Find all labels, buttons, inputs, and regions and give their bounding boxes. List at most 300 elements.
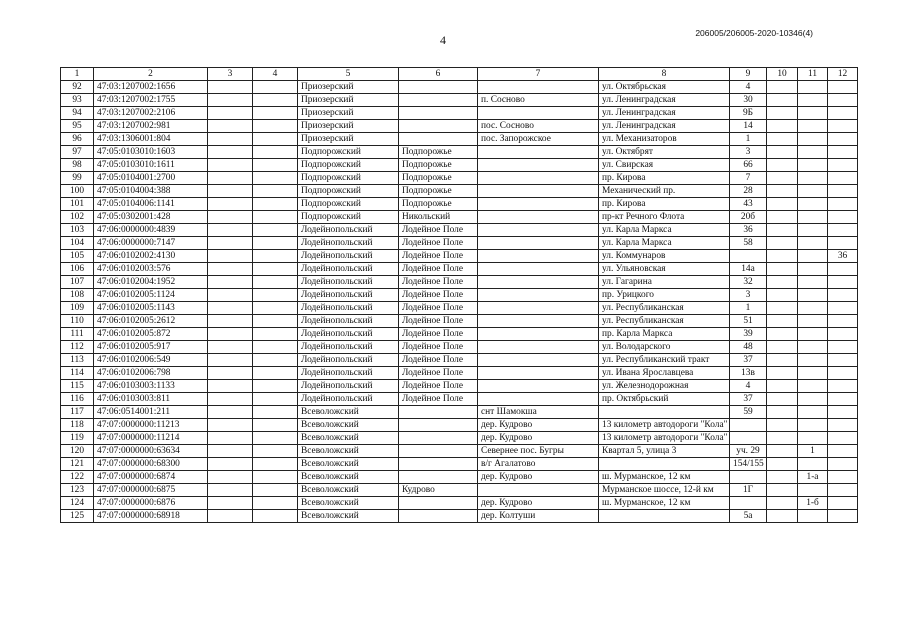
column-header-3: 3 (208, 68, 253, 81)
table-cell: ул. Володарского (599, 341, 730, 354)
document-id: 206005/206005-2020-10346(4) (695, 28, 813, 38)
table-cell (478, 276, 599, 289)
table-cell: 47:03:1306001:804 (94, 133, 208, 146)
table-cell: 47:06:0103003:811 (94, 393, 208, 406)
table-cell (828, 328, 858, 341)
table-row (61, 120, 858, 133)
table-cell: Лодейное Поле (399, 250, 478, 263)
table-cell (208, 81, 253, 94)
table-cell (767, 328, 798, 341)
table-cell: 114 (61, 367, 94, 380)
table-cell: ул. Республиканская (599, 315, 730, 328)
table-cell (478, 484, 599, 497)
table-cell (208, 120, 253, 133)
table-cell: 1-б (798, 497, 828, 510)
table-cell (253, 367, 298, 380)
table-cell (798, 120, 828, 133)
table-cell: 106 (61, 263, 94, 276)
table-cell (599, 406, 730, 419)
table-cell: 3 (730, 146, 767, 159)
table-row (61, 510, 858, 523)
table-cell: Подпорожский (298, 146, 399, 159)
table-cell: 117 (61, 406, 94, 419)
table-cell (828, 484, 858, 497)
column-header-12: 12 (828, 68, 858, 81)
table-cell: 47:05:0103010:1603 (94, 146, 208, 159)
table-cell (767, 445, 798, 458)
table-cell (599, 510, 730, 523)
table-cell (208, 367, 253, 380)
table-cell (767, 510, 798, 523)
table-cell (478, 328, 599, 341)
table-cell (253, 276, 298, 289)
table-cell: Лодейнопольский (298, 276, 399, 289)
table-cell: 120 (61, 445, 94, 458)
table-cell (798, 133, 828, 146)
table-cell: Лодейнопольский (298, 237, 399, 250)
table-cell: 101 (61, 198, 94, 211)
table-cell (798, 94, 828, 107)
table-cell: 47:05:0302001:428 (94, 211, 208, 224)
table-row (61, 211, 858, 224)
table-cell (478, 263, 599, 276)
table-cell (253, 484, 298, 497)
column-header-2: 2 (94, 68, 208, 81)
table-cell (798, 432, 828, 445)
table-cell (253, 393, 298, 406)
table-cell (828, 81, 858, 94)
table-cell: Лодейное Поле (399, 224, 478, 237)
table-cell (478, 81, 599, 94)
table-cell: 113 (61, 354, 94, 367)
table-cell: ш. Мурманское, 12 км (599, 497, 730, 510)
table-cell (767, 172, 798, 185)
table-cell (798, 406, 828, 419)
table-cell (798, 159, 828, 172)
table-cell: Лодейнопольский (298, 224, 399, 237)
table-cell (478, 367, 599, 380)
table-row (61, 237, 858, 250)
table-cell (208, 133, 253, 146)
table-cell: Подпорожский (298, 172, 399, 185)
table-cell: 47:06:0102006:549 (94, 354, 208, 367)
table-cell: 47:07:0000000:68300 (94, 458, 208, 471)
table-cell: ул. Октябрьская (599, 81, 730, 94)
table-cell: ул. Ленинградская (599, 107, 730, 120)
table-cell (730, 471, 767, 484)
table-cell (208, 198, 253, 211)
table-cell (253, 159, 298, 172)
table-cell (399, 94, 478, 107)
table-cell: Приозерский (298, 94, 399, 107)
table-cell (478, 380, 599, 393)
table-header-row (61, 68, 858, 81)
table-cell (253, 380, 298, 393)
table-cell: 47:06:0102003:576 (94, 263, 208, 276)
table-cell: 47:05:0104001:2700 (94, 172, 208, 185)
table-cell: 102 (61, 211, 94, 224)
table-cell (767, 250, 798, 263)
table-cell: Лодейное Поле (399, 289, 478, 302)
table-row (61, 471, 858, 484)
table-cell: 58 (730, 237, 767, 250)
table-cell: п. Сосново (478, 94, 599, 107)
table-cell: 1Г (730, 484, 767, 497)
table-cell (828, 315, 858, 328)
table-cell: дер. Кудрово (478, 432, 599, 445)
table-row (61, 276, 858, 289)
table-cell (208, 380, 253, 393)
table-cell: ул. Железнодорожная (599, 380, 730, 393)
table-cell (828, 185, 858, 198)
table-cell: Всеволожский (298, 497, 399, 510)
table-cell: Всеволожский (298, 458, 399, 471)
table-cell (478, 198, 599, 211)
table-cell: ул. Карла Маркса (599, 224, 730, 237)
table-cell: 13 километр автодороги "Кола" (599, 432, 730, 445)
table-cell (253, 510, 298, 523)
table-cell: 92 (61, 81, 94, 94)
registry-table (60, 67, 858, 523)
table-cell (253, 146, 298, 159)
table-cell: Кудрово (399, 484, 478, 497)
table-cell (798, 354, 828, 367)
table-cell (253, 289, 298, 302)
table-cell (399, 107, 478, 120)
table-cell: снт Шамокша (478, 406, 599, 419)
table-cell: 122 (61, 471, 94, 484)
table-cell (798, 393, 828, 406)
table-cell: Всеволожский (298, 445, 399, 458)
table-cell (253, 198, 298, 211)
table-cell (798, 250, 828, 263)
table-cell: 123 (61, 484, 94, 497)
table-cell (208, 445, 253, 458)
table-cell (828, 159, 858, 172)
table-cell (767, 458, 798, 471)
table-cell (767, 393, 798, 406)
table-cell (798, 289, 828, 302)
table-cell (399, 81, 478, 94)
table-cell: 47:06:0102002:4130 (94, 250, 208, 263)
table-cell (798, 419, 828, 432)
table-cell (399, 458, 478, 471)
table-row (61, 341, 858, 354)
table-cell (828, 263, 858, 276)
table-cell (399, 510, 478, 523)
table-cell (828, 107, 858, 120)
column-header-5: 5 (298, 68, 399, 81)
page-number: 4 (440, 33, 446, 47)
table-cell (208, 419, 253, 432)
table-row (61, 315, 858, 328)
table-cell (399, 445, 478, 458)
table-cell (253, 458, 298, 471)
table-cell: ул. Ленинградская (599, 120, 730, 133)
table-cell: ул. Ульяновская (599, 263, 730, 276)
table-cell: Лодейнопольский (298, 328, 399, 341)
table-cell: 32 (730, 276, 767, 289)
table-cell (478, 393, 599, 406)
table-cell: Всеволожский (298, 406, 399, 419)
table-cell: 103 (61, 224, 94, 237)
table-cell (828, 432, 858, 445)
table-cell (208, 146, 253, 159)
table-cell: Лодейнопольский (298, 289, 399, 302)
table-cell (730, 250, 767, 263)
table-cell (828, 458, 858, 471)
table-cell: Подпорожский (298, 159, 399, 172)
table-cell: 47:06:0000000:7147 (94, 237, 208, 250)
table-cell: Лодейнопольский (298, 315, 399, 328)
table-cell: ул. Карла Маркса (599, 237, 730, 250)
table-cell: 47:07:0000000:63634 (94, 445, 208, 458)
table-cell (828, 94, 858, 107)
table-cell: 3 (730, 289, 767, 302)
table-row (61, 458, 858, 471)
table-cell: Лодейнопольский (298, 263, 399, 276)
table-cell (828, 289, 858, 302)
table-cell (798, 328, 828, 341)
table-cell (798, 510, 828, 523)
table-row (61, 328, 858, 341)
table-row (61, 133, 858, 146)
table-cell: ул. Республиканский тракт (599, 354, 730, 367)
table-cell: 100 (61, 185, 94, 198)
table-cell (767, 133, 798, 146)
table-cell: Подпорожье (399, 198, 478, 211)
table-cell: Приозерский (298, 133, 399, 146)
table-cell (208, 471, 253, 484)
table-cell: 30 (730, 94, 767, 107)
table-cell: 7 (730, 172, 767, 185)
table-cell: 99 (61, 172, 94, 185)
table-row (61, 250, 858, 263)
table-cell (208, 302, 253, 315)
table-cell (828, 471, 858, 484)
table-cell (798, 484, 828, 497)
table-cell (253, 185, 298, 198)
table-cell (208, 315, 253, 328)
table-cell (399, 432, 478, 445)
table-cell: 108 (61, 289, 94, 302)
table-cell (208, 276, 253, 289)
table-cell (208, 406, 253, 419)
table-cell (478, 146, 599, 159)
table-cell: пр. Кирова (599, 172, 730, 185)
table-row (61, 432, 858, 445)
table-cell: Севернее пос. Бугры (478, 445, 599, 458)
table-cell: Приозерский (298, 81, 399, 94)
table-cell: 47:05:0104006:1141 (94, 198, 208, 211)
table-cell: Всеволожский (298, 510, 399, 523)
column-header-1: 1 (61, 68, 94, 81)
table-cell (767, 120, 798, 133)
table-cell: 47:07:0000000:68918 (94, 510, 208, 523)
table-cell (767, 432, 798, 445)
table-cell (798, 81, 828, 94)
table-cell (828, 133, 858, 146)
table-cell (798, 146, 828, 159)
table-row (61, 497, 858, 510)
table-cell (828, 406, 858, 419)
table-cell (767, 185, 798, 198)
table-cell (828, 380, 858, 393)
table-cell (798, 380, 828, 393)
table-cell (478, 341, 599, 354)
table-cell: Подпорожье (399, 146, 478, 159)
table-cell: 104 (61, 237, 94, 250)
table-cell: 28 (730, 185, 767, 198)
table-cell: 96 (61, 133, 94, 146)
table-cell: Лодейное Поле (399, 302, 478, 315)
table-row (61, 263, 858, 276)
table-cell: 47:06:0514001:211 (94, 406, 208, 419)
table-cell: ул. Ленинградская (599, 94, 730, 107)
table-cell (798, 185, 828, 198)
table-cell: Подпорожский (298, 211, 399, 224)
table-cell: Подпорожье (399, 159, 478, 172)
table-cell (798, 263, 828, 276)
table-cell (767, 406, 798, 419)
table-cell (253, 406, 298, 419)
table-cell (253, 120, 298, 133)
column-header-8: 8 (599, 68, 730, 81)
table-cell: Лодейное Поле (399, 263, 478, 276)
table-cell: 119 (61, 432, 94, 445)
table-cell (828, 510, 858, 523)
table-cell (208, 224, 253, 237)
table-cell (208, 432, 253, 445)
table-cell: 47:07:0000000:6876 (94, 497, 208, 510)
table-cell (208, 497, 253, 510)
table-cell: Лодейнопольский (298, 302, 399, 315)
table-cell (253, 341, 298, 354)
table-cell (253, 211, 298, 224)
table-cell (767, 341, 798, 354)
table-cell: 1 (730, 302, 767, 315)
table-cell: 47:03:1207002:1656 (94, 81, 208, 94)
table-cell (253, 250, 298, 263)
table-cell: 47:06:0000000:4839 (94, 224, 208, 237)
table-cell (253, 302, 298, 315)
table-cell (253, 328, 298, 341)
table-cell (208, 94, 253, 107)
table-cell (767, 419, 798, 432)
table-row (61, 185, 858, 198)
table-cell: Лодейное Поле (399, 276, 478, 289)
table-cell: 4 (730, 380, 767, 393)
table-row (61, 289, 858, 302)
table-cell (253, 107, 298, 120)
table-cell: 98 (61, 159, 94, 172)
table-cell (767, 211, 798, 224)
table-cell (828, 341, 858, 354)
table-cell (208, 354, 253, 367)
table-cell: Подпорожский (298, 198, 399, 211)
table-cell (767, 237, 798, 250)
table-cell: 105 (61, 250, 94, 263)
table-cell: дер. Кудрово (478, 419, 599, 432)
table-cell: пр. Октябрьский (599, 393, 730, 406)
table-cell: 125 (61, 510, 94, 523)
table-cell (478, 211, 599, 224)
table-cell: 20б (730, 211, 767, 224)
table-cell (253, 445, 298, 458)
table-cell: 36 (730, 224, 767, 237)
table-cell: 43 (730, 198, 767, 211)
table-cell: 1 (798, 445, 828, 458)
table-cell (253, 224, 298, 237)
table-cell: Всеволожский (298, 419, 399, 432)
table-cell (208, 458, 253, 471)
table-row (61, 354, 858, 367)
table-cell: 51 (730, 315, 767, 328)
table-row (61, 393, 858, 406)
table-cell: 9Б (730, 107, 767, 120)
table-cell (253, 133, 298, 146)
table-cell: 154/155 (730, 458, 767, 471)
column-header-9: 9 (730, 68, 767, 81)
table-cell: 59 (730, 406, 767, 419)
table-cell: ул. Механизаторов (599, 133, 730, 146)
table-cell (253, 237, 298, 250)
table-cell: 94 (61, 107, 94, 120)
table-cell: 4 (730, 81, 767, 94)
table-cell: пр. Кирова (599, 198, 730, 211)
table-cell (253, 172, 298, 185)
table-cell: 37 (730, 393, 767, 406)
table-cell (253, 354, 298, 367)
table-cell: пос. Запорожское (478, 133, 599, 146)
table-cell: пр. Урицкого (599, 289, 730, 302)
table-cell (798, 276, 828, 289)
table-cell: Лодейнопольский (298, 393, 399, 406)
table-cell (767, 367, 798, 380)
table-cell (208, 211, 253, 224)
table-cell: пос. Сосново (478, 120, 599, 133)
table-cell: 121 (61, 458, 94, 471)
table-cell: 47:06:0102005:2612 (94, 315, 208, 328)
table-cell (798, 172, 828, 185)
column-header-6: 6 (399, 68, 478, 81)
table-cell (798, 315, 828, 328)
table-cell: Всеволожский (298, 471, 399, 484)
table-cell (828, 146, 858, 159)
table-cell: 1 (730, 133, 767, 146)
table-row (61, 302, 858, 315)
table-cell (599, 458, 730, 471)
table-cell (399, 497, 478, 510)
table-cell: Мурманское шоссе, 12-й км (599, 484, 730, 497)
table-cell (253, 81, 298, 94)
table-cell (208, 341, 253, 354)
table-cell: 47:05:0103010:1611 (94, 159, 208, 172)
table-cell (767, 146, 798, 159)
table-cell (253, 263, 298, 276)
table-cell (828, 172, 858, 185)
table-cell (208, 107, 253, 120)
table-cell (767, 198, 798, 211)
table-cell: ул. Республиканская (599, 302, 730, 315)
table-cell (828, 198, 858, 211)
table-cell: 66 (730, 159, 767, 172)
table-cell: 1-а (798, 471, 828, 484)
table-row (61, 198, 858, 211)
table-cell: 47:07:0000000:11213 (94, 419, 208, 432)
table-cell (399, 133, 478, 146)
table-cell (478, 107, 599, 120)
